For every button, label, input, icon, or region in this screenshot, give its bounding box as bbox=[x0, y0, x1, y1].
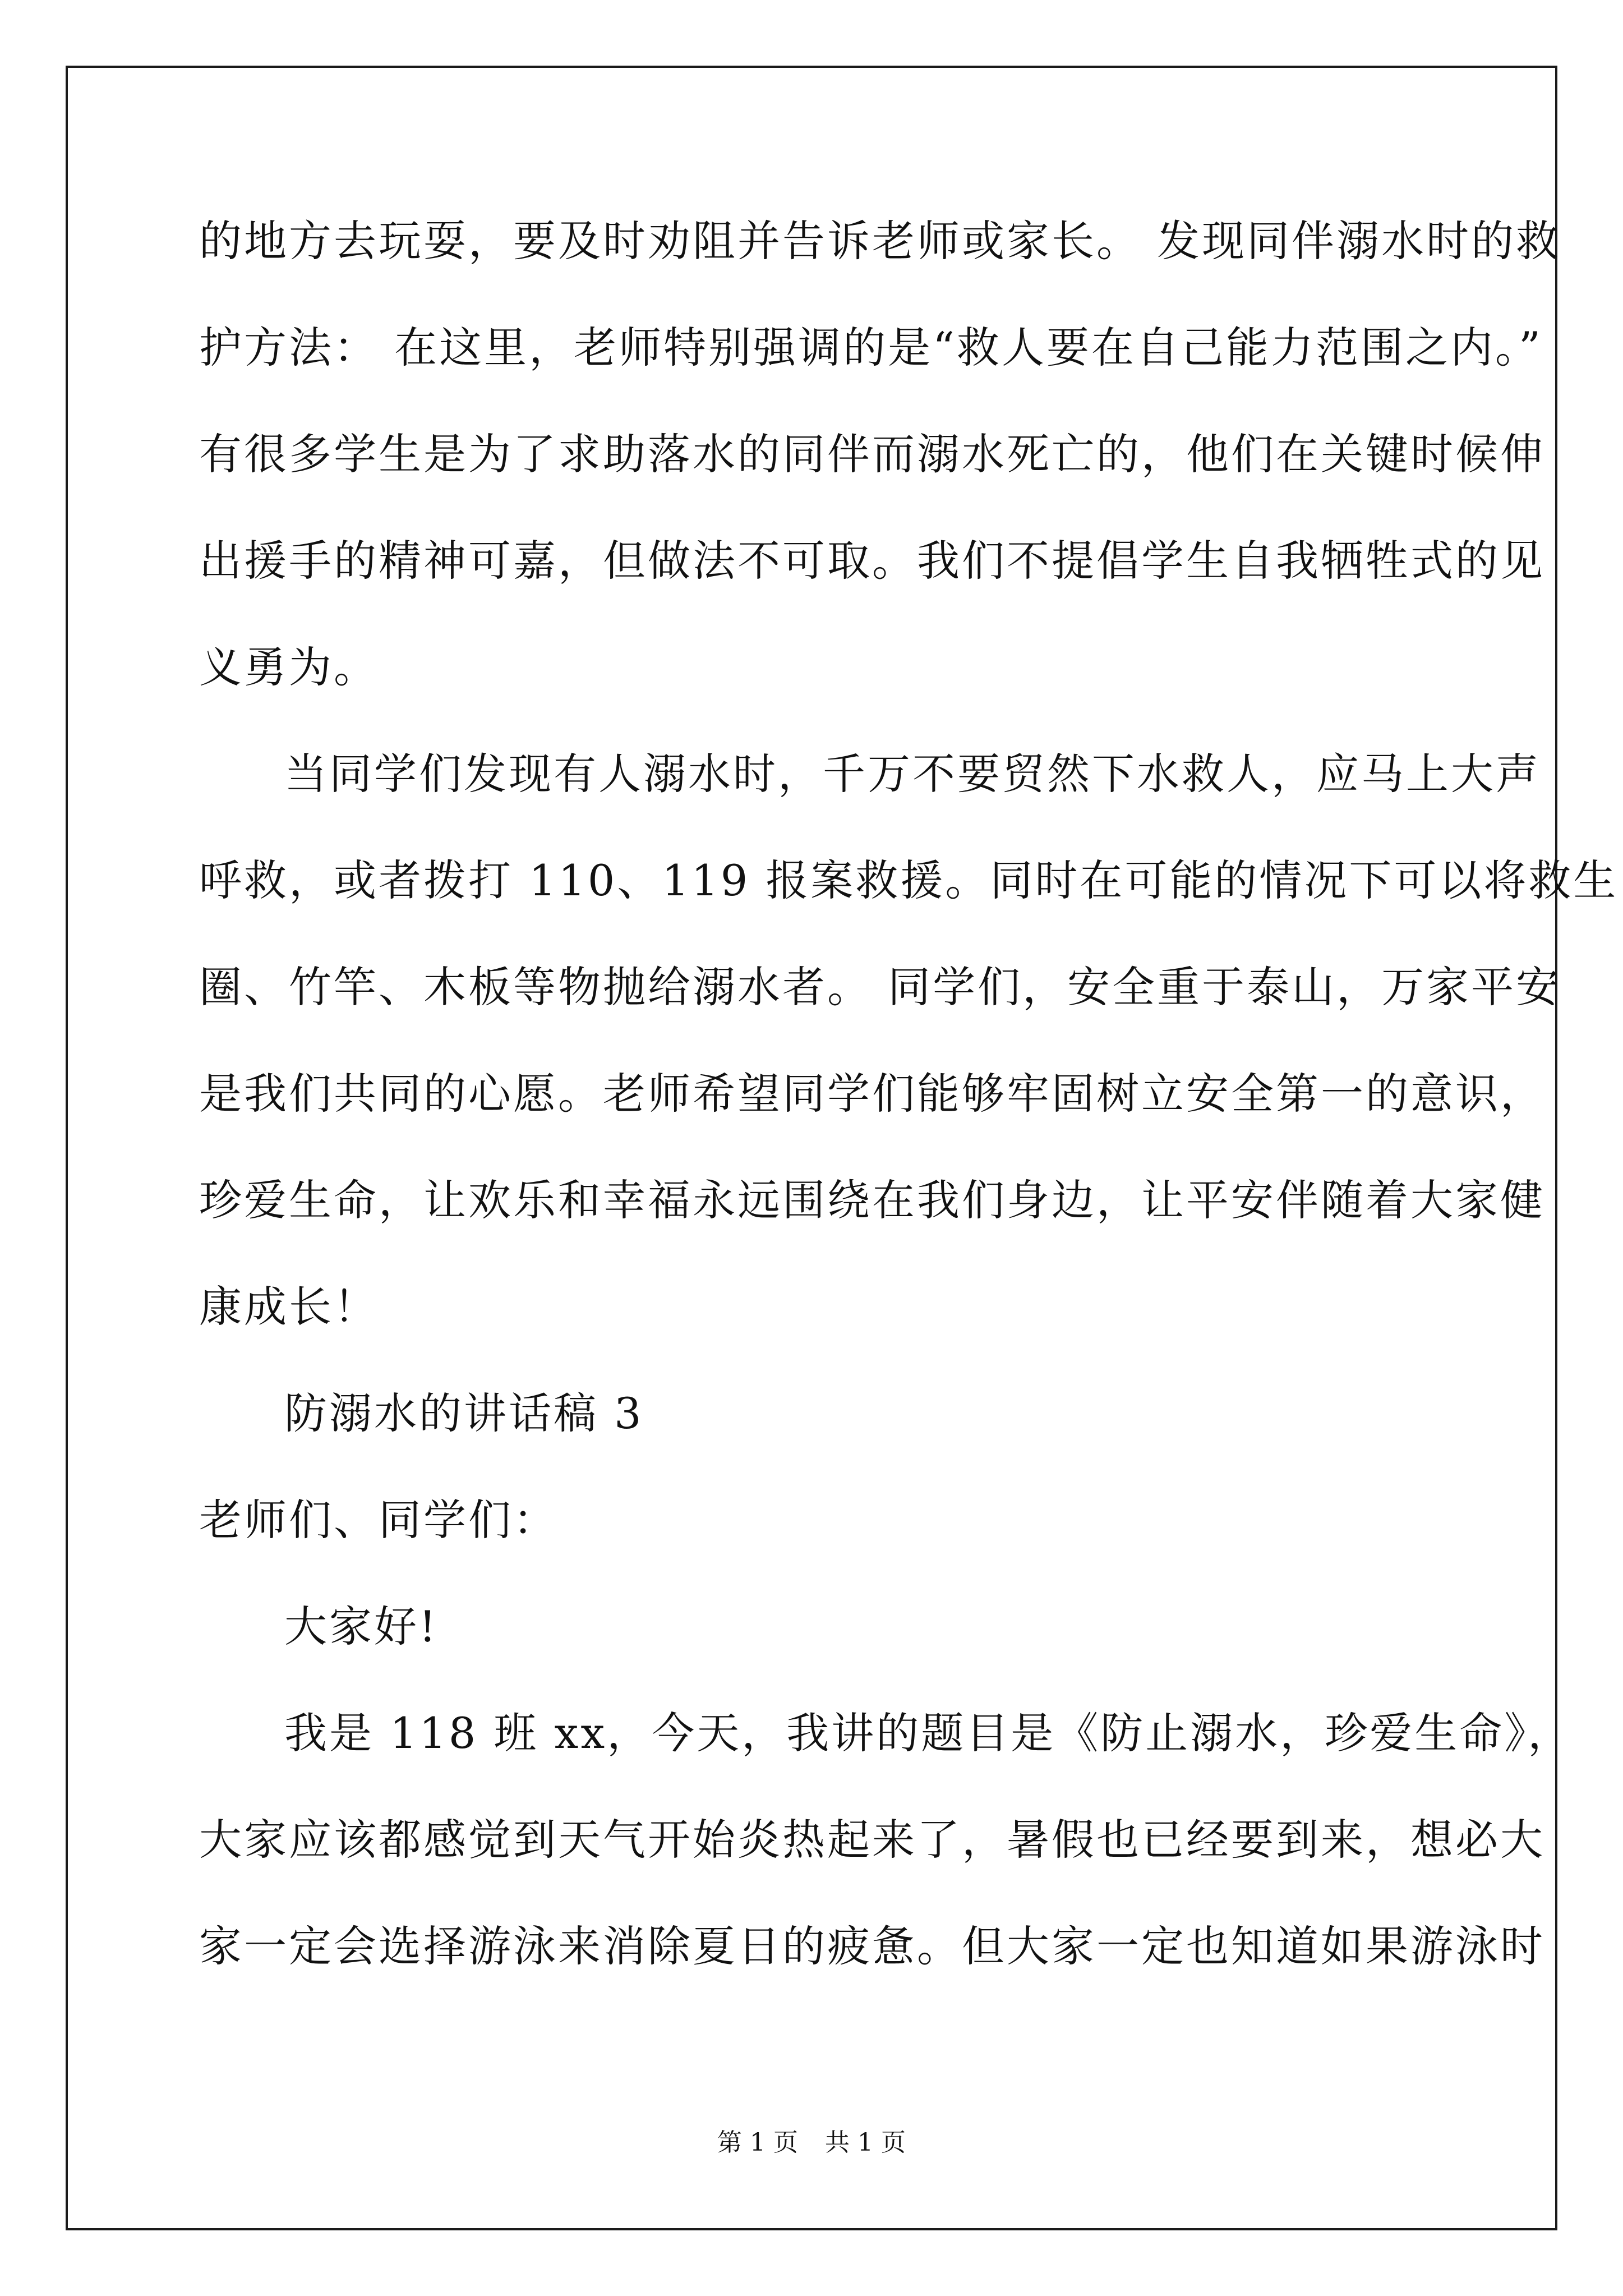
text-line-7: 呼救，或者拨打 110、119 报案救援。同时在可能的情况下可以将救生 bbox=[199, 855, 1619, 905]
salutation: 老师们、同学们： bbox=[199, 1495, 558, 1545]
text-line-9: 是我们共同的心愿。老师希望同学们能够牢固树立安全第一的意识， bbox=[199, 1069, 1545, 1119]
text-line-2: 护方法： 在这里，老师特别强调的是“救人要在自己能力范围之内。” bbox=[199, 323, 1543, 372]
text-line-3: 有很多学生是为了求助落水的同伴而溺水死亡的，他们在关键时候伸 bbox=[199, 429, 1545, 479]
section-heading: 防溺水的讲话稿 3 bbox=[284, 1388, 644, 1438]
document-body bbox=[199, 213, 1619, 2025]
text-line-4: 出援手的精神可嘉，但做法不可取。我们不提倡学生自我牺牲式的见 bbox=[199, 536, 1545, 586]
text-line-16: 大家应该都感觉到天气开始炎热起来了，暑假也已经要到来，想必大 bbox=[199, 1815, 1545, 1865]
page-number: 第 1 页 bbox=[717, 2128, 798, 2157]
total-pages: 共 1 页 bbox=[825, 2128, 906, 2157]
page-footer bbox=[0, 2126, 1623, 2160]
text-line-8: 圈、竹竿、木板等物抛给溺水者。 同学们，安全重于泰山，万家平安 bbox=[199, 962, 1561, 1012]
text-line-15: 我是 118 班 xx，今天，我讲的题目是《防止溺水，珍爱生命》， bbox=[284, 1708, 1573, 1758]
text-line-1: 的地方去玩耍，要及时劝阻并告诉老师或家长。 发现同伴溺水时的救 bbox=[199, 216, 1561, 266]
greeting: 大家好! bbox=[284, 1602, 439, 1651]
text-line-6: 当同学们发现有人溺水时，千万不要贸然下水救人，应马上大声 bbox=[284, 749, 1541, 799]
text-line-10: 珍爱生命，让欢乐和幸福永远围绕在我们身边，让平安伴随着大家健 bbox=[199, 1175, 1545, 1225]
text-line-11: 康成长！ bbox=[199, 1282, 379, 1332]
text-line-5: 义勇为。 bbox=[199, 642, 379, 692]
text-line-17: 家一定会选择游泳来消除夏日的疲惫。但大家一定也知道如果游泳时 bbox=[199, 1921, 1545, 1971]
